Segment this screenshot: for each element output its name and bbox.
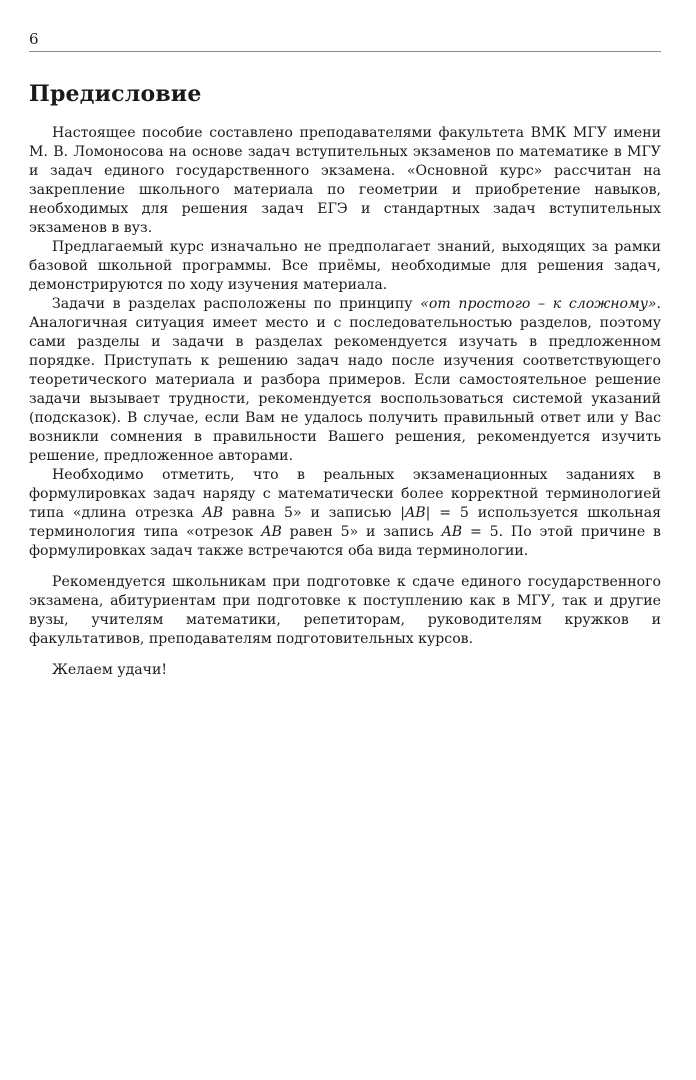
paragraph-order [29,295,661,466]
paragraph-prerequisites: Предлагаемый курс изначально не предполагает знаний, выходящих за рамки базовой школьной программы. Все приёмы, необходимые для решения задач, демонстрируются по ходу изучения материала. [29,239,661,293]
math-var-ab: AB [261,524,282,540]
math-var-ab: AB [405,505,426,521]
paragraph-audience: Рекомендуется школьникам при подготовке к сдаче единого государственного экзамена, абитуриентам при подготовке к поступлению как в МГУ, так и другие вузы, учителям математики, репетиторам, руководителям кружков и факультативов, преподавателям подготовительных курсов. [29,574,661,647]
math-var-ab: AB [202,505,224,521]
page-title: Предисловие [29,81,202,107]
terminology-part-c: | = 5 используется школьная терминология типа «отрезок [29,505,661,540]
principle-quote: «от простого – к сложному» [420,296,657,312]
paragraph-terminology [29,466,661,561]
paragraph-wish: Желаем удачи! [52,662,168,678]
header-rule [29,51,661,52]
terminology-part-d: равен 5» и запись [281,524,442,540]
math-var-ab: AB [441,524,463,540]
terminology-part-a: Необходимо отметить, что в реальных экзаменационных заданиях в формулировках задач наряду с математически более корректной терминологией типа «длина отрезка [29,467,661,521]
preface-body [29,124,661,680]
terminology-part-e: = 5. По этой причине в формулировках задач также встречаются оба вида терминологии. [29,524,661,559]
terminology-part-b: равна 5» и записью | [223,505,406,521]
page-number: 6 [29,30,39,48]
paragraph-order-end: . Аналогичная ситуация имеет место и с последовательностью разделов, поэтому сами разделы и задачи в разделах рекомендуется изучать в предложенном порядке. Приступать к решению задач надо после изучения соответствующего теоретического материала и разбора примеров. Если самостоятельное решение задачи вызывает трудности, рекомендуется воспользоваться системой указаний (подсказок). В случае, если Вам не удалось получить правильный ответ или у Вас возникли сомнения в правильности Вашего решения, рекомендуется изучить решение, предложенное авторами. [29,296,662,464]
paragraph-order-start: Задачи в разделах расположены по принципу [52,296,421,312]
paragraph-purpose: Настоящее пособие составлено преподавателями факультета ВМК МГУ имени М. В. Ломоносова на основе задач вступительных экзаменов по математике в МГУ и задач единого государственного экзамена. «Основной курс» рассчитан на закрепление школьного материала по геометрии и приобретение навыков, необходимых для решения задач ЕГЭ и стандартных задач вступительных экзаменов в вуз. [29,125,661,236]
